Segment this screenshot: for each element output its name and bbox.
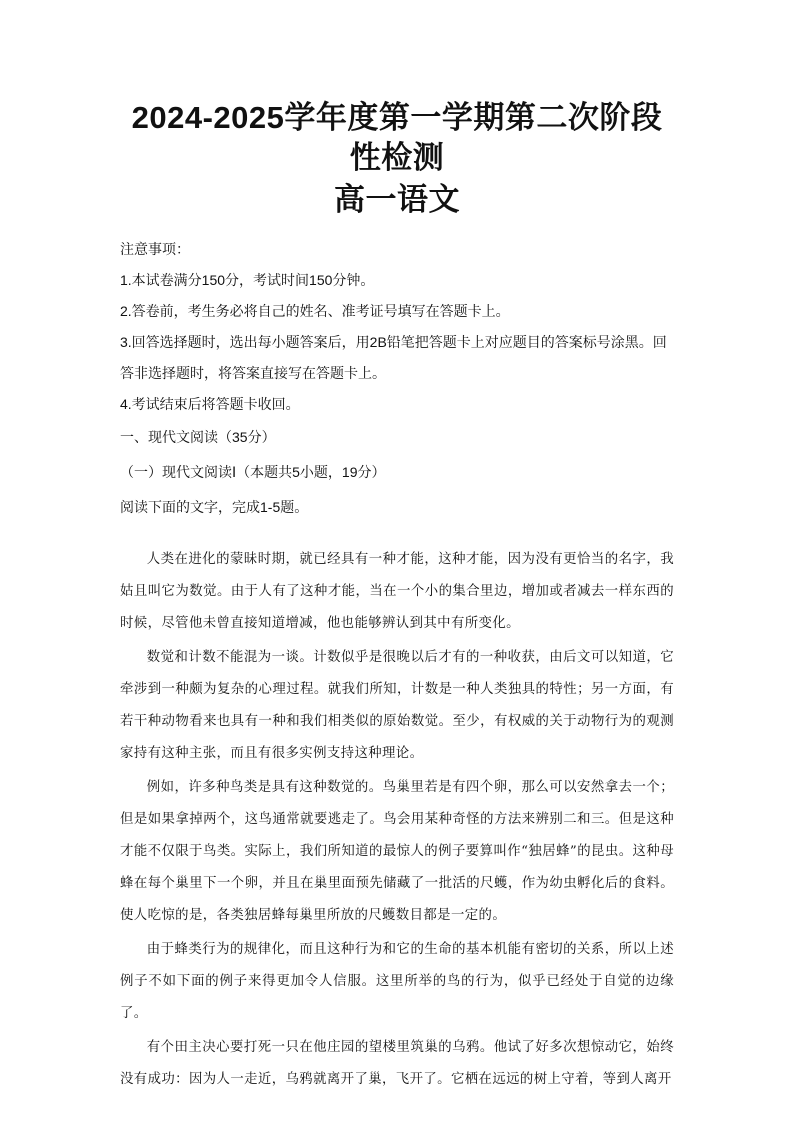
subject-title: 高一语文 [334,182,460,217]
reading-instruction: 阅读下面的文字，完成1-5题。 [120,499,309,515]
exam-notes [120,234,674,420]
reading-passage [120,544,674,1096]
spacer [120,524,674,534]
passage-paragraph: 有个田主决心要打死一只在他庄园的望楼里筑巢的乌鸦。他试了好多次想惊动它，始终没有成功：因为人一走近，乌鸦就离开了巢，飞开了。它栖在远远的树上守着，等到人离开 [120,1040,674,1087]
passage-paragraph: 例如，许多种鸟类是具有这种数觉的。鸟巢里若是有四个卵，那么可以安然拿去一个；但是如果拿掉两个，这鸟通常就要逃走了。鸟会用某种奇怪的方法来辨别二和三。但是这种才能不仅限于鸟类。实际上，我们所知道的最惊人的例子要算叫作“独居蜂”的昆虫。这种母蜂在每个巢里下一个卵，并且在巢里面预先储藏了一批活的尺蠖，作为幼虫孵化后的食料。使人吃惊的是，各类独居蜂每巢里所放的尺蠖数目都是一定的。 [120,780,674,923]
passage-paragraph: 人类在进化的蒙昧时期，就已经具有一种才能，这种才能，因为没有更恰当的名字，我姑且叫它为数觉。由于人有了这种才能，当在一个小的集合里边，增加或者减去一样东西的时候，尽管他未曾直接知道增减，他也能够辨认到其中有所变化。 [120,552,674,631]
note-item: 4.考试结束后将答题卡收回。 [120,396,300,412]
passage-paragraph: 由于蜂类行为的规律化，而且这种行为和它的生命的基本机能有密切的关系，所以上述例子不如下面的例子来得更加令人信服。这里所举的鸟的行为，似乎已经处于自觉的边缘了。 [120,942,674,1021]
section-heading: 一、现代文阅读（35分） [120,429,276,445]
note-item: 3.回答选择题时，选出每小题答案后，用2B铅笔把答题卡上对应题目的答案标号涂黑。回答非选择题时，将答案直接写在答题卡上。 [120,334,667,381]
note-item: 2.答卷前，考生务必将自己的姓名、准考证号填写在答题卡上。 [120,303,510,319]
passage-paragraph: 数觉和计数不能混为一谈。计数似乎是很晚以后才有的一种收获，由后文可以知道，它牵涉到一种颇为复杂的心理过程。就我们所知，计数是一种人类独具的特性；另一方面，有若干种动物看来也具有一种和我们相类似的原始数觉。至少，有权威的关于动物行为的观测家持有这种主张，而且有很多实例支持这种理论。 [120,650,674,761]
notes-heading: 注意事项： [120,241,190,257]
subsection-heading: （一）现代文阅读Ⅰ（本题共5小题，19分） [120,464,386,480]
exam-title: 2024-2025学年度第一学期第二次阶段性检测 [131,100,663,175]
note-item: 1.本试卷满分150分，考试时间150分钟。 [120,272,375,288]
